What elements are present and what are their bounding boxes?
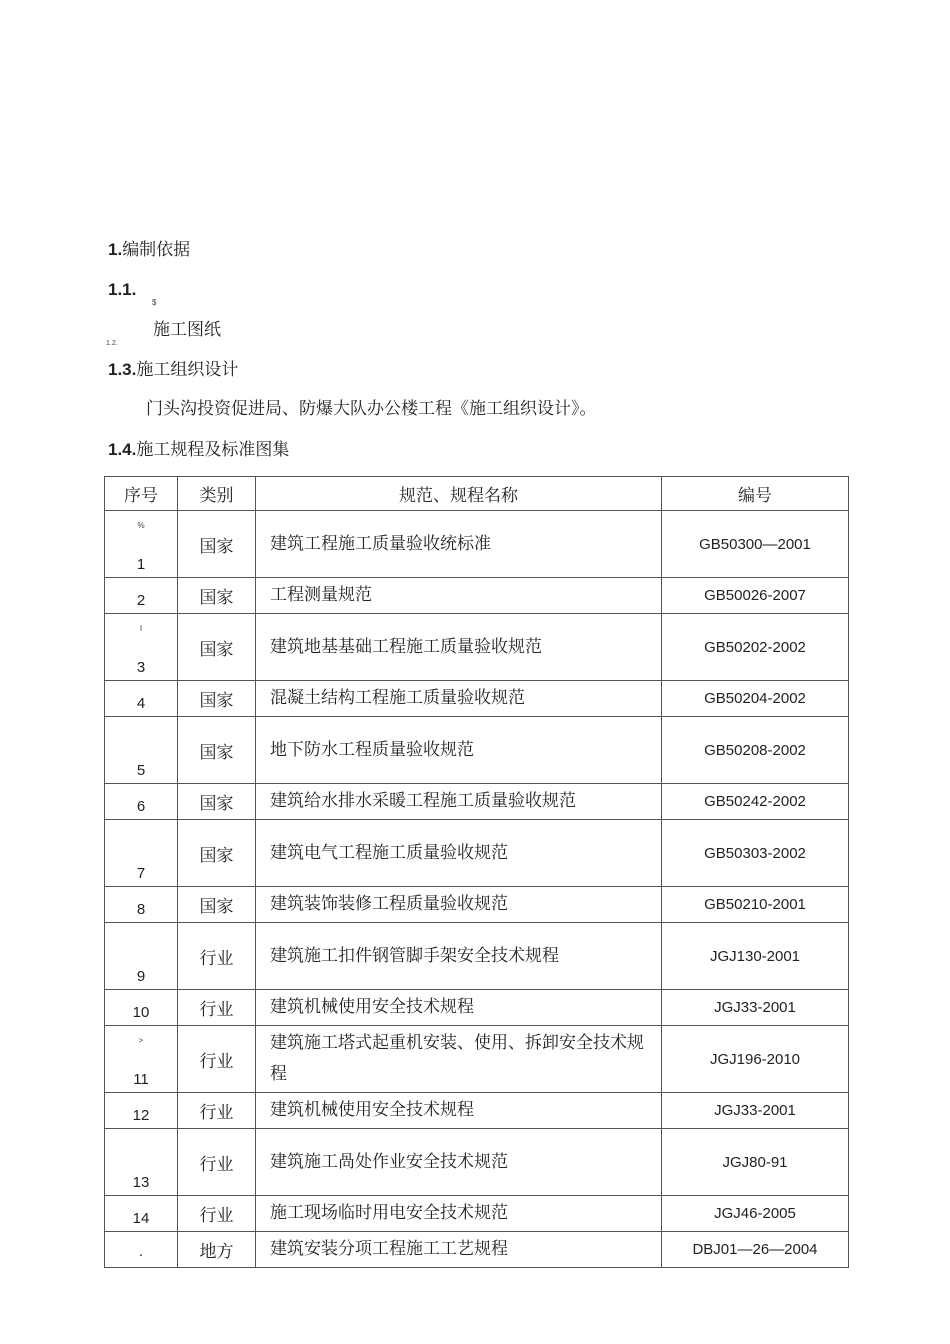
cell-serial-text: 14	[132, 1210, 150, 1227]
cell-name: 建筑机械使用安全技术规程	[256, 1093, 662, 1129]
cell-serial-text: 6	[136, 798, 146, 815]
header-name: 规范、规程名称	[256, 477, 662, 511]
table-row	[105, 820, 849, 887]
cell-serial	[105, 923, 178, 990]
cell-serial	[105, 511, 178, 578]
cell-mark: I	[139, 624, 143, 633]
cell-serial-text: 1	[136, 556, 146, 573]
cell-serial	[105, 990, 178, 1026]
section-1-1-heading	[108, 279, 136, 301]
cell-name: 建筑装饰装修工程质量验收规范	[256, 887, 662, 923]
cell-serial-text: 7	[136, 865, 146, 882]
cell-category: 国家	[178, 578, 256, 614]
cell-serial-text: 5	[136, 762, 146, 779]
cell-mark: %	[137, 521, 145, 530]
table-header-row	[105, 477, 849, 511]
cell-code: JGJ46-2005	[662, 1196, 849, 1232]
cell-name: 建筑施工塔式起重机安装、使用、拆卸安全技术规程	[256, 1026, 662, 1093]
table-row	[105, 1093, 849, 1129]
cell-code: JGJ130-2001	[662, 923, 849, 990]
cell-serial	[105, 1093, 178, 1129]
section-number: 1.	[108, 240, 123, 259]
section-number: 1.4.	[108, 440, 137, 459]
cell-category: 行业	[178, 1026, 256, 1093]
cell-serial	[105, 614, 178, 681]
cell-code: JGJ196-2010	[662, 1026, 849, 1093]
cell-category: 国家	[178, 784, 256, 820]
cell-code: GB50303-2002	[662, 820, 849, 887]
section-number: 1.1.	[108, 280, 137, 299]
table-row	[105, 784, 849, 820]
cell-code: JGJ33-2001	[662, 990, 849, 1026]
cell-category: 国家	[178, 614, 256, 681]
cell-name: 建筑给水排水采暖工程施工质量验收规范	[256, 784, 662, 820]
cell-serial	[105, 887, 178, 923]
cell-serial-text: 10	[132, 1004, 150, 1021]
cell-code: JGJ33-2001	[662, 1093, 849, 1129]
cell-serial	[105, 1026, 178, 1093]
table-row	[105, 511, 849, 578]
table-row	[105, 990, 849, 1026]
cell-category: 行业	[178, 1093, 256, 1129]
header-code: 编号	[662, 477, 849, 511]
cell-category: 行业	[178, 1129, 256, 1196]
cell-name: 建筑地基基础工程施工质量验收规范	[256, 614, 662, 681]
cell-name: 建筑工程施工质量验收统标准	[256, 511, 662, 578]
table-row	[105, 614, 849, 681]
cell-code: GB50242-2002	[662, 784, 849, 820]
table-row	[105, 1232, 849, 1268]
cell-serial	[105, 717, 178, 784]
section-1-2-title: 施工图纸	[153, 320, 221, 340]
cell-name: 地下防水工程质量验收规范	[256, 717, 662, 784]
cell-category: 国家	[178, 820, 256, 887]
section-title: 施工组织设计	[136, 360, 239, 380]
cell-name: 建筑施工扣件钢管脚手架安全技术规程	[256, 923, 662, 990]
cell-category: 国家	[178, 681, 256, 717]
cell-serial-text: 4	[136, 695, 146, 712]
cell-name: 工程测量规范	[256, 578, 662, 614]
cell-code: GB50202-2002	[662, 614, 849, 681]
cell-serial-text: 8	[136, 901, 146, 918]
cell-category: 行业	[178, 923, 256, 990]
cell-code: DBJ01—26—2004	[662, 1232, 849, 1268]
table-row	[105, 681, 849, 717]
section-1-3-heading	[108, 359, 238, 381]
cell-category: 行业	[178, 1196, 256, 1232]
cell-code: GB50204-2002	[662, 681, 849, 717]
section-1-2-number: 1.2.	[106, 340, 118, 347]
header-category: 类别	[178, 477, 256, 511]
cell-name: 建筑安装分项工程施工工艺规程	[256, 1232, 662, 1268]
header-serial: 序号	[105, 477, 178, 511]
cell-serial-text: 12	[132, 1107, 150, 1124]
cell-mark: >	[138, 1036, 144, 1045]
table-row	[105, 717, 849, 784]
cell-code: GB50210-2001	[662, 887, 849, 923]
cell-serial	[105, 681, 178, 717]
cell-code: JGJ80-91	[662, 1129, 849, 1196]
section-1-heading	[108, 239, 190, 261]
table-row	[105, 887, 849, 923]
cell-serial	[105, 784, 178, 820]
cell-name: 建筑施工咼处作业安全技术规范	[256, 1129, 662, 1196]
cell-code: GB50300—2001	[662, 511, 849, 578]
table-row	[105, 923, 849, 990]
cell-serial	[105, 1129, 178, 1196]
cell-name: 建筑机械使用安全技术规程	[256, 990, 662, 1026]
table-row	[105, 1026, 849, 1093]
section-number: 1.3.	[108, 360, 137, 379]
cell-serial	[105, 1196, 178, 1232]
table-row	[105, 578, 849, 614]
cell-serial-text: 13	[132, 1174, 150, 1191]
table-row	[105, 1129, 849, 1196]
stray-mark: $	[152, 298, 157, 307]
cell-serial-text: 3	[136, 659, 146, 676]
section-1-3-paragraph: 门头沟投资促进局、防爆大队办公楼工程《施工组织设计》。	[146, 399, 597, 419]
cell-serial-text: 9	[136, 968, 146, 985]
cell-serial	[105, 578, 178, 614]
standards-table	[104, 476, 849, 1268]
cell-name: 混凝土结构工程施工质量验收规范	[256, 681, 662, 717]
cell-category: 地方	[178, 1232, 256, 1268]
section-title: 编制依据	[122, 240, 191, 260]
cell-category: 国家	[178, 511, 256, 578]
table-row	[105, 1196, 849, 1232]
cell-serial	[105, 1232, 178, 1268]
cell-code: GB50026-2007	[662, 578, 849, 614]
cell-code: GB50208-2002	[662, 717, 849, 784]
cell-category: 国家	[178, 717, 256, 784]
cell-serial-text: 11	[133, 1071, 149, 1088]
cell-serial-text: 2	[136, 592, 146, 609]
cell-name: 施工现场临时用电安全技术规范	[256, 1196, 662, 1232]
cell-name: 建筑电气工程施工质量验收规范	[256, 820, 662, 887]
cell-category: 行业	[178, 990, 256, 1026]
section-1-4-heading	[108, 439, 289, 461]
section-title: 施工规程及标准图集	[136, 440, 290, 460]
cell-serial-text: ·	[138, 1246, 144, 1263]
cell-category: 国家	[178, 887, 256, 923]
cell-serial	[105, 820, 178, 887]
